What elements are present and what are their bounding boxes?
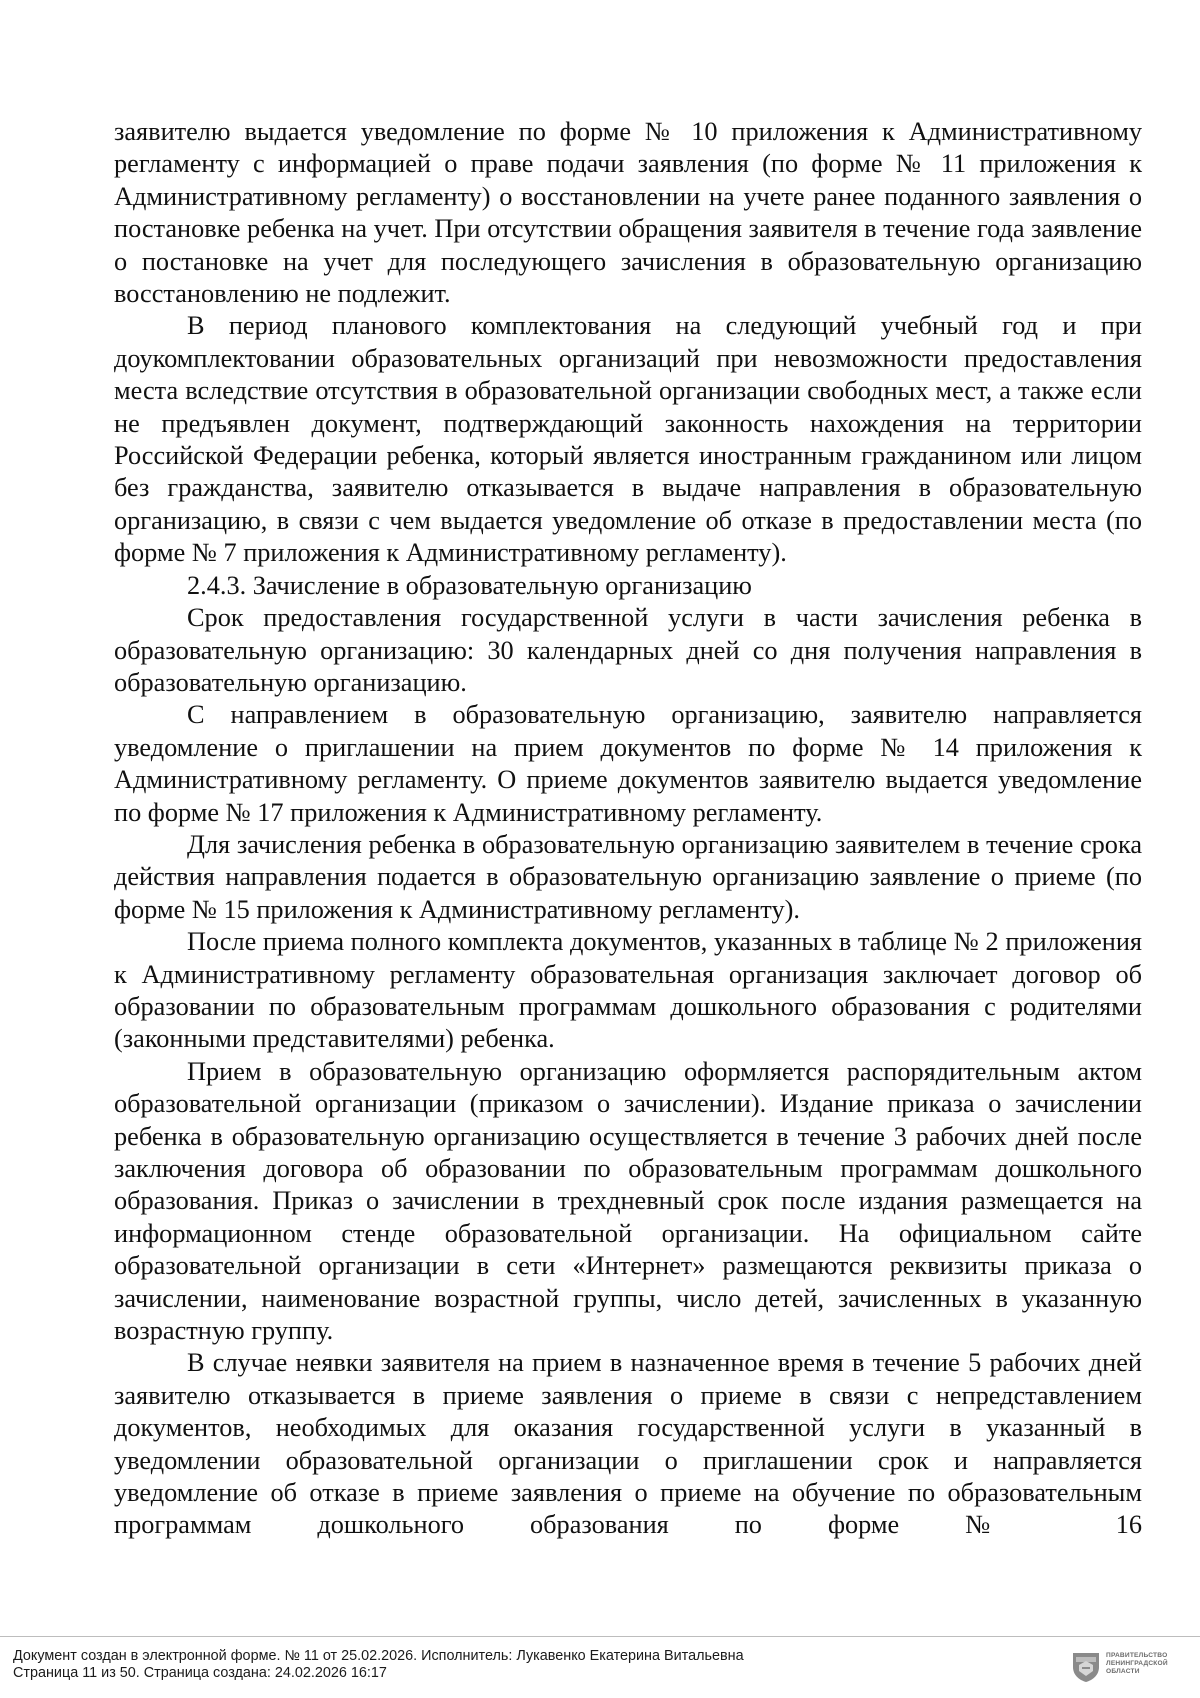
- paragraph-7: После приема полного комплекта документов, указанных в таблице № 2 приложения к Административному регламенту образовательная организация заключает договор об образовании по образовательным программам дошкольного образования с родителями (законными представителями) ребенка.: [114, 927, 1142, 1054]
- paragraph-2: В период планового комплектования на следующий учебный год и при доукомплектовании образовательных организаций при невозможности предоставления места вследствие отсутствия в образовательной организации свободных мест, а также если не предъявлен документ, подтверждающий законность нахождения на территории Российской Федерации ребенка, который является иностранным гражданином или лицом без гражданства, заявителю отказывается в выдаче направления в образовательную организацию, в связи с чем выдается уведомление об отказе в предоставлении места (по форме № 7 приложения к Административному регламенту).: [114, 311, 1142, 568]
- paragraph-9: В случае неявки заявителя на прием в назначенное время в течение 5 рабочих дней заявителю отказывается в приеме заявления о приеме в связи с непредставлением документов, необходимых для оказания государственной услуги в указанный в уведомлении образовательной организации о приглашении срок и направляется уведомление об отказе в приеме заявления о приеме на обучение по образовательным программам дошкольного образования по форме № 16: [114, 1348, 1142, 1540]
- government-logo: [1070, 1650, 1190, 1690]
- paragraph-4: Срок предоставления государственной услуги в части зачисления ребенка в образовательную организацию: 30 календарных дней со дня получения направления в образовательную организацию.: [114, 603, 1142, 697]
- section-heading-2-4-3: 2.4.3. Зачисление в образовательную организацию: [187, 570, 752, 600]
- footer-page-info: Страница 11 из 50. Страница создана: 24.02.2026 16:17: [13, 1665, 387, 1681]
- document-body: [114, 116, 1142, 1542]
- paragraph-1: заявителю выдается уведомление по форме № 10 приложения к Административному регламенту с информацией о праве подачи заявления (по форме № 11 приложения к Административному регламенту) о восстановлении на учете ранее поданного заявления о постановке ребенка на учет. При отсутствии обращения заявителя в течение года заявление о постановке на учет для последующего зачисления в образовательную организацию восстановлению не подлежит.: [114, 117, 1142, 309]
- paragraph-6: Для зачисления ребенка в образовательную организацию заявителем в течение срока действия направления подается в образовательную организацию заявление о приеме (по форме № 15 приложения к Административному регламенту).: [114, 829, 1142, 924]
- footer-divider: [0, 1636, 1200, 1637]
- paragraph-5: С направлением в образовательную организацию, заявителю направляется уведомление о приглашении на прием документов по форме № 14 приложения к Административному регламенту. О приеме документов заявителю выдается уведомление по форме № 17 приложения к Административному регламенту.: [114, 700, 1142, 827]
- paragraph-8: Прием в образовательную организацию оформляется распорядительным актом образовательной организации (приказом о зачислении). Издание приказа о зачислении ребенка в образовательную организацию осуществляется в течение 3 рабочих дней после заключения договора об образовании по образовательным программам дошкольного образования. Приказ о зачислении в трехдневный срок после издания размещается на информационном стенде образовательной организации. На официальном сайте образовательной организации в сети «Интернет» размещаются реквизиты приказа о зачислении, наименование возрастной группы, число детей, зачисленных в указанную возрастную группу.: [114, 1056, 1142, 1346]
- footer: [13, 1648, 744, 1682]
- logo-text: ПРАВИТЕЛЬСТВО ЛЕНИНГРАДСКОЙ ОБЛАСТИ: [1106, 1652, 1168, 1675]
- footer-document-info: Документ создан в электронной форме. № 11 от 25.02.2026. Исполнитель: Лукавенко Екатерина Витальевна: [13, 1648, 744, 1664]
- coat-of-arms-icon: [1070, 1650, 1102, 1684]
